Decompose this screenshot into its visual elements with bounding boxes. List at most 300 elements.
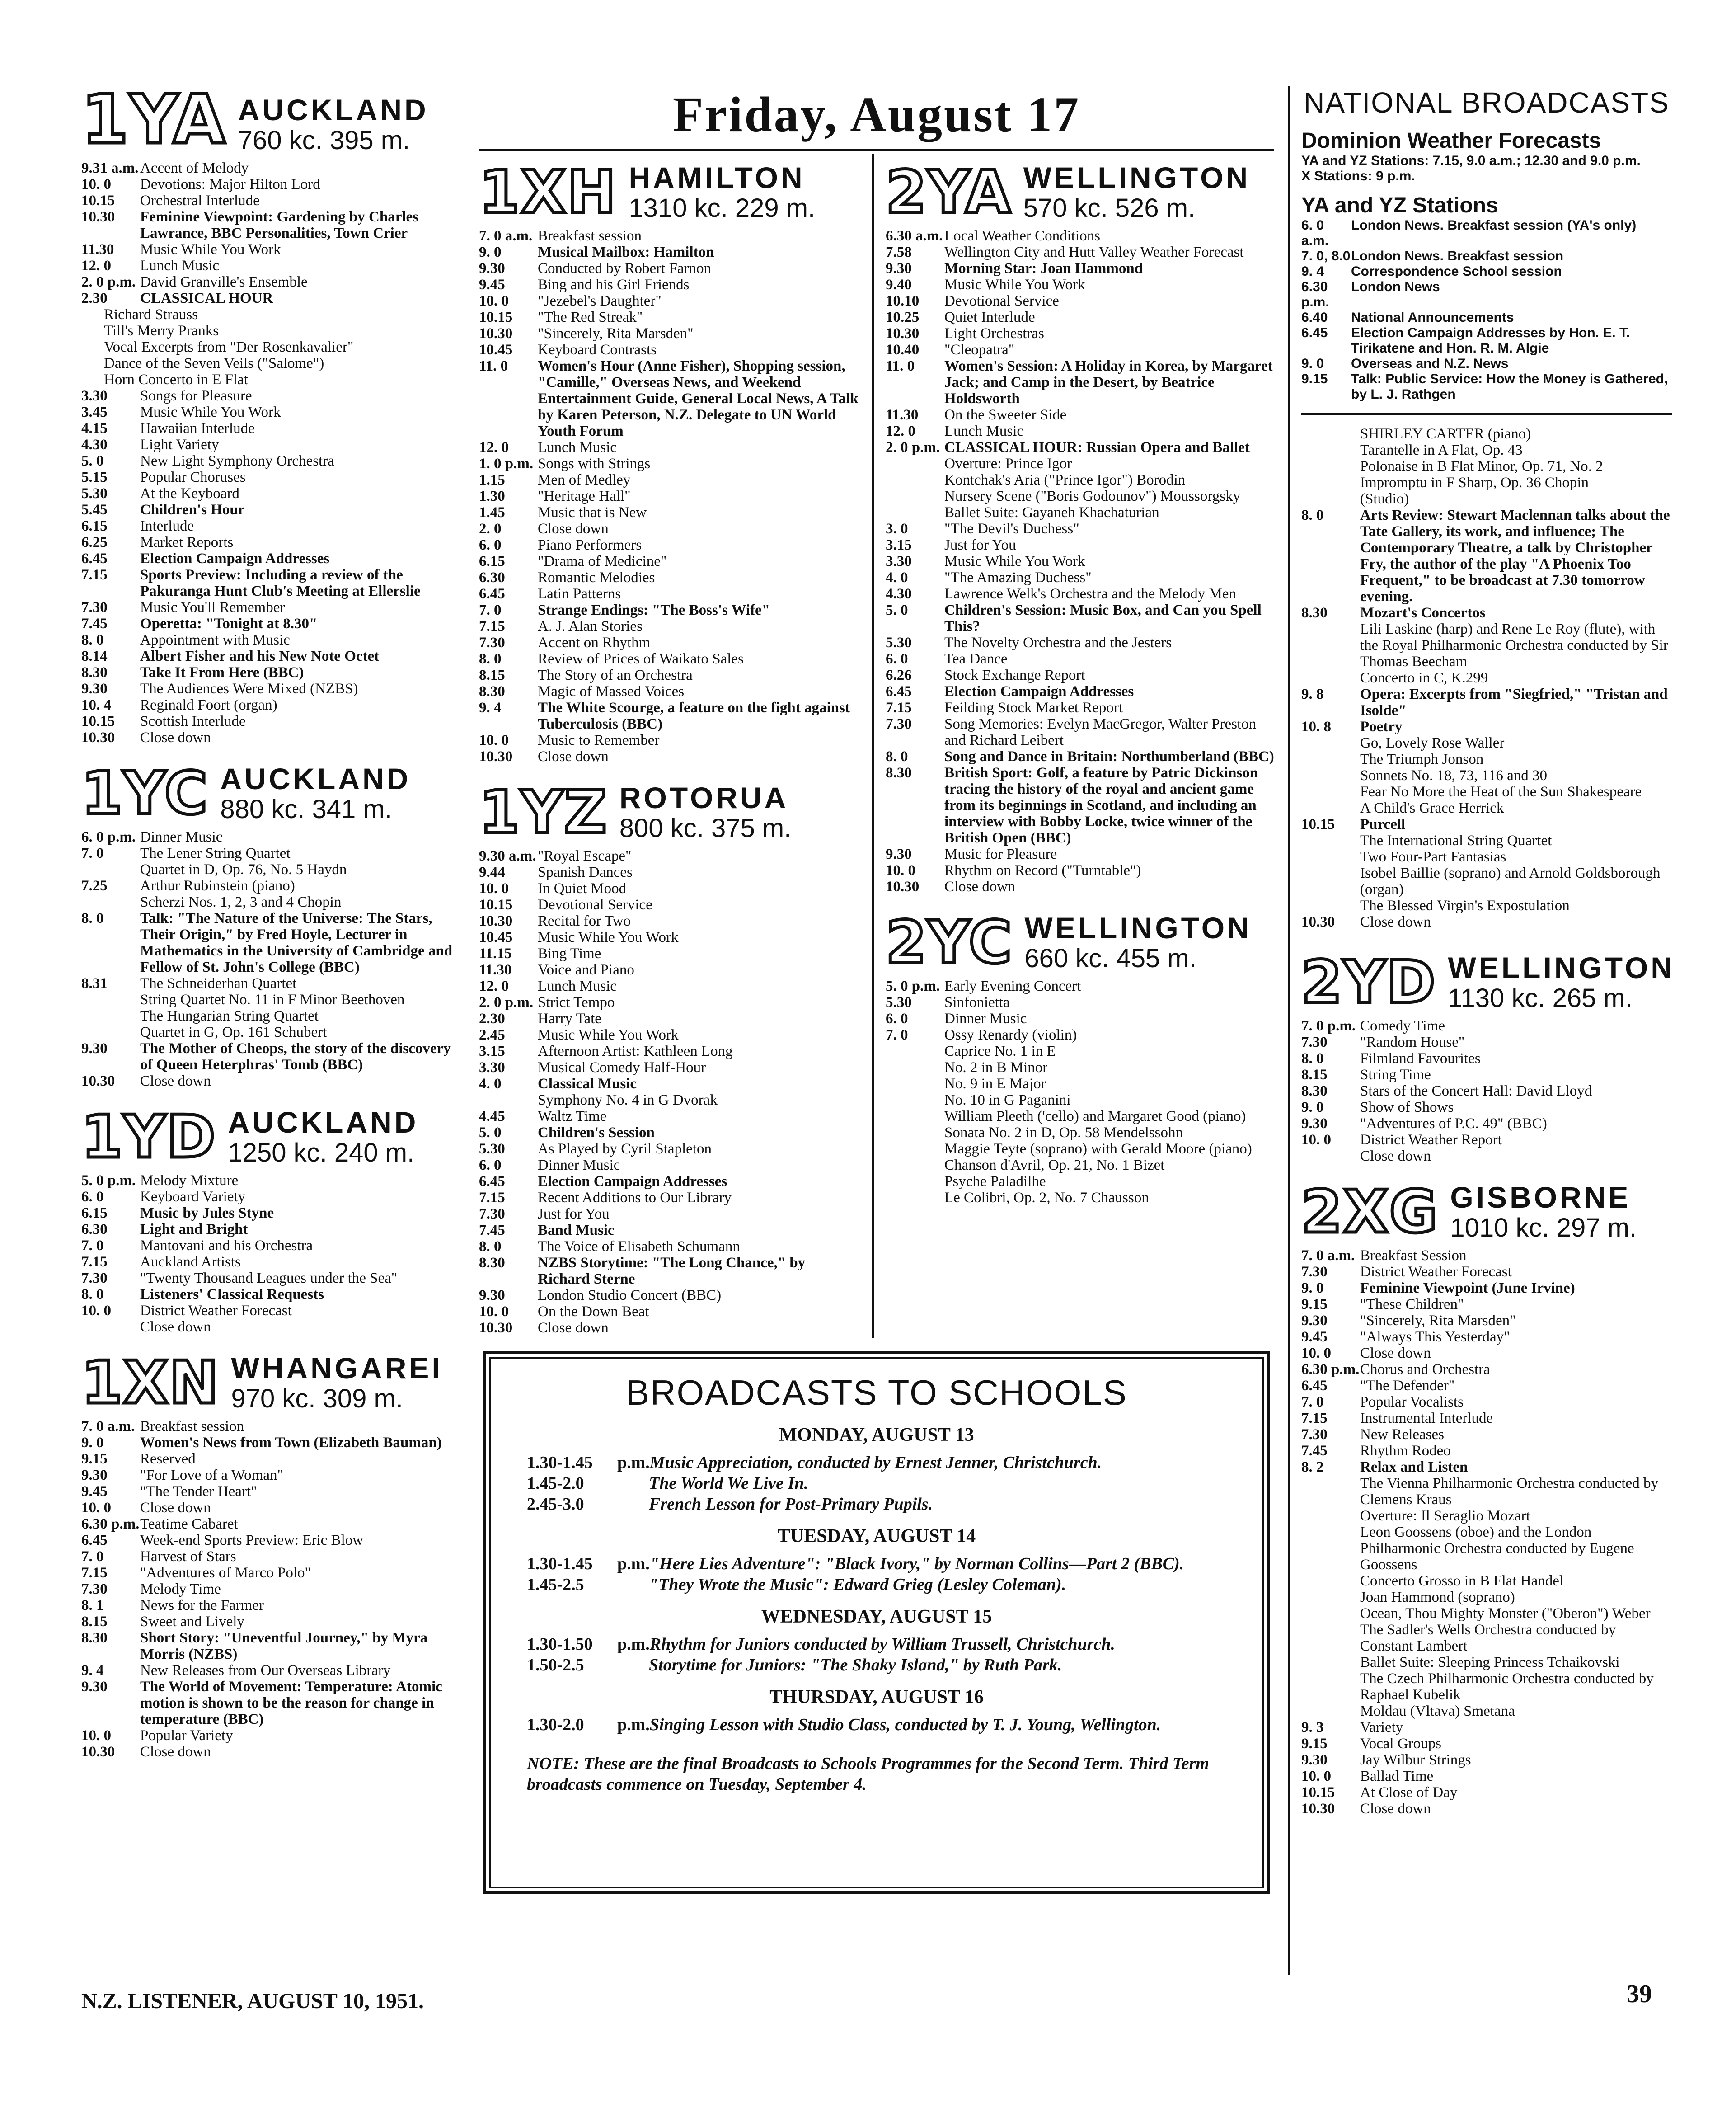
entry-time bbox=[1301, 621, 1360, 670]
entry-text: Sports Preview: Including a review of the Pakuranga Hunt Club's Meeting at Ellerslie bbox=[140, 567, 421, 599]
schedule-entry bbox=[1301, 1801, 1672, 1817]
entry-time: 6.40 bbox=[1301, 310, 1328, 325]
schedule-entry bbox=[886, 1092, 1274, 1108]
schedule-entry bbox=[479, 913, 859, 929]
schedule-entry bbox=[1301, 1345, 1672, 1361]
entry-time: 9.44 bbox=[479, 864, 505, 880]
entry-time: 7.45 bbox=[479, 1222, 505, 1238]
schedule-entry bbox=[81, 550, 461, 567]
entry-text: No. 9 in E Major bbox=[944, 1076, 1046, 1092]
entry-time: 10. 8 bbox=[1301, 719, 1331, 735]
page-title: Friday, August 17 bbox=[672, 87, 1081, 142]
schedule-entry bbox=[479, 748, 859, 765]
entry-text: "These Children" bbox=[1360, 1296, 1464, 1313]
entry-time: 9.15 bbox=[1301, 1736, 1328, 1752]
entry-time bbox=[81, 1319, 140, 1335]
national-entry bbox=[1301, 264, 1672, 279]
schedule-entry bbox=[81, 1630, 461, 1662]
entry-time: 9.30 bbox=[479, 1287, 505, 1303]
schedule-entry bbox=[81, 485, 461, 502]
entry-text: Close down bbox=[1360, 1345, 1431, 1361]
entry-time: 6.30 p.m. bbox=[1301, 279, 1329, 310]
schedule-entry bbox=[1301, 1247, 1672, 1264]
schools-session bbox=[527, 1473, 1226, 1494]
entry-text: The Schneiderhan Quartet bbox=[140, 975, 297, 992]
entry-text: Poetry bbox=[1360, 719, 1403, 735]
schedule-entry bbox=[886, 521, 1274, 537]
entry-text: "Heritage Hall" bbox=[538, 488, 631, 504]
station-info bbox=[629, 163, 815, 221]
entry-time bbox=[886, 456, 944, 472]
schedule-entry bbox=[1301, 1148, 1672, 1164]
station-callsign: 1XN bbox=[81, 1348, 220, 1417]
entry-text: District Weather Forecast bbox=[1360, 1264, 1512, 1280]
entry-time: 10.30 bbox=[479, 913, 513, 929]
schedule-entry bbox=[1301, 735, 1672, 751]
entry-text: Music for Pleasure bbox=[944, 846, 1057, 862]
schedule-entry bbox=[81, 1319, 461, 1335]
schedule-entry bbox=[479, 978, 859, 994]
schedule-entry bbox=[886, 635, 1274, 651]
entry-text: Light Variety bbox=[140, 437, 219, 453]
station-callsign: 2YC bbox=[886, 908, 1013, 977]
entry-time bbox=[886, 1043, 944, 1059]
schedule-entry bbox=[479, 864, 859, 880]
schedule-entry bbox=[81, 861, 461, 878]
entry-time: 2.30 bbox=[479, 1011, 505, 1027]
schedule-entry bbox=[1301, 1099, 1672, 1115]
entry-text: District Weather Report bbox=[1360, 1132, 1502, 1148]
entry-text: Feminine Viewpoint: Gardening by Charles Lawrance, BBC Personalities, Town Crier bbox=[140, 209, 419, 241]
schedule-entry bbox=[1301, 1736, 1672, 1752]
entry-time: 12. 0 bbox=[81, 258, 111, 274]
entry-text: Lawrence Welk's Orchestra and the Melody Men bbox=[944, 586, 1236, 602]
national-entry bbox=[1301, 279, 1672, 310]
schedule-entry bbox=[81, 1565, 461, 1581]
entry-time: 10. 0 bbox=[81, 176, 111, 193]
schedule-entry bbox=[479, 537, 859, 553]
entry-time: 10.15 bbox=[81, 193, 115, 209]
entry-text: Arts Review: Stewart Maclennan talks about the Tate Gallery, its work, and influence; The Contemporary Theatre, a talk by Christopher Fry, the author of the play "A Phoenix Too Frequent," to be broadcast at 7.30 tomorrow evening. bbox=[1360, 507, 1670, 605]
entry-text: Close down bbox=[538, 521, 609, 537]
session-time: 1.50-2.5 bbox=[527, 1656, 584, 1675]
entry-time: 4. 0 bbox=[886, 569, 908, 586]
schedule-entry bbox=[81, 1435, 461, 1451]
schedule-entry bbox=[479, 683, 859, 700]
schedule-entry bbox=[886, 602, 1274, 635]
schedule-entry bbox=[81, 664, 461, 681]
schedule-entry bbox=[1301, 898, 1672, 914]
schedule-entry bbox=[886, 748, 1274, 765]
entry-text: Arthur Rubinstein (piano) bbox=[140, 878, 295, 894]
schedule-entry bbox=[479, 1320, 859, 1336]
entry-text: Lunch Music bbox=[140, 258, 220, 274]
schedule-entry bbox=[1301, 1378, 1672, 1394]
schedule-entry bbox=[886, 309, 1274, 325]
entry-text: Filmland Favourites bbox=[1360, 1050, 1481, 1067]
entry-text: Waltz Time bbox=[538, 1108, 607, 1124]
station-header-1ya bbox=[81, 80, 461, 159]
entry-text: "Adventures of P.C. 49" (BBC) bbox=[1360, 1115, 1547, 1132]
entry-time: 9.30 bbox=[81, 1040, 108, 1057]
schedule-entry bbox=[886, 277, 1274, 293]
schedule-entry bbox=[1301, 1443, 1672, 1459]
entry-time: 7.45 bbox=[81, 616, 108, 632]
entry-text: The Hungarian String Quartet bbox=[140, 1008, 319, 1024]
entry-text: Close down bbox=[1360, 1148, 1431, 1164]
entry-time bbox=[81, 861, 140, 878]
entry-text: "Royal Escape" bbox=[538, 848, 632, 864]
schedule-entry bbox=[81, 1286, 461, 1303]
entry-text: Dinner Music bbox=[140, 829, 223, 845]
schedule-entry bbox=[479, 553, 859, 569]
entry-time: 6.45 bbox=[81, 550, 108, 567]
entry-time bbox=[886, 1157, 944, 1173]
entry-text: Jay Wilbur Strings bbox=[1360, 1752, 1471, 1768]
schedule-entry bbox=[479, 651, 859, 667]
schedule-entry bbox=[1301, 458, 1672, 475]
entry-text: Melody Time bbox=[140, 1581, 221, 1597]
session-ampm bbox=[617, 1574, 649, 1595]
entry-time: 7.15 bbox=[479, 1190, 505, 1206]
station-city: HAMILTON bbox=[629, 161, 805, 194]
column-4 bbox=[1301, 86, 1675, 1817]
entry-time bbox=[1301, 1703, 1360, 1719]
entry-text: The Voice of Elisabeth Schumann bbox=[538, 1238, 740, 1255]
entry-time: 10.15 bbox=[479, 897, 513, 913]
entry-time: 10.25 bbox=[886, 309, 920, 325]
national-broadcasts-title: NATIONAL BROADCASTS bbox=[1304, 86, 1670, 119]
schedule-entry bbox=[81, 1221, 461, 1237]
entry-time bbox=[1301, 735, 1360, 751]
schedule-entry bbox=[479, 1255, 859, 1287]
entry-time: 10.10 bbox=[886, 293, 920, 309]
schedule-entry bbox=[886, 244, 1274, 260]
schedule-entry bbox=[81, 258, 461, 274]
entry-time bbox=[886, 488, 944, 504]
schedule-entry bbox=[1301, 1605, 1672, 1622]
entry-time: 6.45 bbox=[1301, 325, 1328, 340]
entry-text: Overture: Prince Igor bbox=[944, 456, 1072, 472]
entry-time: 5.45 bbox=[81, 502, 108, 518]
entry-time: 3.15 bbox=[479, 1043, 505, 1059]
entry-text: Women's News from Town (Elizabeth Bauman) bbox=[140, 1435, 442, 1451]
entry-text: The Story of an Orchestra bbox=[538, 667, 693, 683]
entry-time: 6.45 bbox=[479, 1173, 505, 1190]
entry-text: Strange Endings: "The Boss's Wife" bbox=[538, 602, 770, 618]
entry-text: Lili Laskine (harp) and Rene Le Roy (flute), with the Royal Philharmonic Orchestra conducted by Sir Thomas Beecham bbox=[1360, 621, 1668, 670]
schedule-entry bbox=[81, 388, 461, 404]
entry-text: Listeners' Classical Requests bbox=[140, 1286, 324, 1303]
schedule-entry bbox=[1301, 1361, 1672, 1378]
entry-text: The Sadler's Wells Orchestra conducted by Constant Lambert bbox=[1360, 1622, 1616, 1654]
schedule-entry bbox=[479, 1043, 859, 1059]
entry-time: 8.15 bbox=[479, 667, 505, 683]
entry-text: Relax and Listen bbox=[1360, 1459, 1468, 1475]
entry-time: 3.30 bbox=[479, 1059, 505, 1076]
entry-time: 7.58 bbox=[886, 244, 912, 260]
entry-text: Morning Star: Joan Hammond bbox=[944, 260, 1143, 277]
entry-time: 10. 0 bbox=[81, 1727, 111, 1744]
entry-text: Tarantelle in A Flat, Op. 43 bbox=[1360, 442, 1523, 458]
session-ampm: p.m. bbox=[617, 1453, 650, 1472]
entry-time: 9. 3 bbox=[1301, 1719, 1324, 1736]
entry-text: Appointment with Music bbox=[140, 632, 290, 648]
entry-text: Lunch Music bbox=[944, 423, 1024, 439]
entry-text: In Quiet Mood bbox=[538, 880, 627, 897]
entry-time: 10.30 bbox=[886, 879, 920, 895]
entry-text: Dinner Music bbox=[538, 1157, 620, 1173]
session-ampm bbox=[617, 1473, 649, 1494]
entry-text: The Vienna Philharmonic Orchestra conducted by Clemens Kraus bbox=[1360, 1475, 1658, 1508]
entry-text: Election Campaign Addresses bbox=[944, 683, 1134, 700]
entry-time bbox=[886, 1092, 944, 1108]
station-frequency: 760 kc. 395 m. bbox=[238, 126, 410, 155]
schedule-entry bbox=[81, 1581, 461, 1597]
schedule-entry bbox=[81, 878, 461, 894]
schedule-entry bbox=[81, 1467, 461, 1483]
entry-time: 2. 0 p.m. bbox=[81, 274, 136, 290]
entry-time: 9. 4 bbox=[479, 700, 502, 716]
schedule-entry bbox=[81, 1727, 461, 1744]
entry-time: 9.15 bbox=[1301, 1296, 1328, 1313]
entry-time: 2.30 bbox=[81, 290, 108, 306]
schedule-entry bbox=[479, 228, 859, 244]
station-info bbox=[1450, 1182, 1637, 1241]
schedule-entry bbox=[479, 1011, 859, 1027]
session-ampm bbox=[617, 1494, 649, 1515]
station-frequency: 970 kc. 309 m. bbox=[231, 1384, 403, 1413]
entry-time bbox=[1301, 670, 1360, 686]
entry-text: Devotions: Major Hilton Lord bbox=[140, 176, 320, 193]
entry-text: Election Campaign Addresses bbox=[538, 1173, 727, 1190]
entry-text: London News. Breakfast session (YA's only) bbox=[1351, 218, 1637, 233]
entry-text: Show of Shows bbox=[1360, 1099, 1454, 1115]
entry-time: 7.15 bbox=[479, 618, 505, 635]
entry-time bbox=[1301, 1475, 1360, 1508]
schedule-entry bbox=[479, 1190, 859, 1206]
entry-text: "Jezebel's Daughter" bbox=[538, 293, 662, 309]
entry-text: Music While You Work bbox=[140, 241, 281, 258]
entry-text: On the Down Beat bbox=[538, 1303, 649, 1320]
entry-time: 9.45 bbox=[1301, 1329, 1328, 1345]
entry-text: Overseas and N.Z. News bbox=[1351, 356, 1509, 371]
schedule-entry bbox=[479, 1108, 859, 1124]
entry-text: Popular Choruses bbox=[140, 469, 246, 485]
schedule-entry bbox=[1301, 800, 1672, 816]
entry-text: Instrumental Interlude bbox=[1360, 1410, 1493, 1426]
schedule-entry bbox=[1301, 1784, 1672, 1801]
entry-time bbox=[1301, 1148, 1360, 1164]
entry-time: 2. 0 bbox=[479, 521, 502, 537]
entry-text: District Weather Forecast bbox=[140, 1303, 292, 1319]
schedule-entry bbox=[479, 1027, 859, 1043]
entry-time: 9.40 bbox=[886, 277, 912, 293]
weather-forecasts-title: Dominion Weather Forecasts bbox=[1301, 129, 1601, 153]
station-city: ROTORUA bbox=[619, 781, 789, 814]
entry-time: 5.30 bbox=[479, 1141, 505, 1157]
entry-time: 6.15 bbox=[81, 518, 108, 534]
entry-text: Music by Jules Styne bbox=[140, 1205, 274, 1221]
entry-time: 8.15 bbox=[1301, 1067, 1328, 1083]
schedule-entry bbox=[886, 683, 1274, 700]
schedule-entry bbox=[81, 1418, 461, 1435]
entry-text: Close down bbox=[140, 1073, 211, 1089]
entry-time bbox=[886, 1141, 944, 1157]
entry-time: 10. 0 bbox=[1301, 1132, 1331, 1148]
schedule-entry bbox=[81, 1205, 461, 1221]
schedule-entry bbox=[81, 697, 461, 713]
schedule-entry bbox=[1301, 1589, 1672, 1605]
entry-text: Harry Tate bbox=[538, 1011, 601, 1027]
entry-text: Vocal Groups bbox=[1360, 1736, 1441, 1752]
schedule-entry bbox=[1301, 1050, 1672, 1067]
footer-page-number: 39 bbox=[1627, 1980, 1652, 2008]
entry-text: The Blessed Virgin's Expostulation bbox=[1360, 898, 1570, 914]
entry-time: 6.26 bbox=[886, 667, 912, 683]
schedule-entry bbox=[1301, 621, 1672, 670]
entry-text: Popular Vocalists bbox=[1360, 1394, 1464, 1410]
entry-text: Recent Additions to Our Library bbox=[538, 1190, 732, 1206]
schedule-entry bbox=[479, 293, 859, 309]
schedule-entry bbox=[1301, 1459, 1672, 1475]
entry-text: The World of Movement: Temperature: Atomic motion is shown to be the reason for change in temperature (BBC) bbox=[140, 1679, 442, 1727]
schedule-entry bbox=[1301, 1719, 1672, 1736]
schedule-entry bbox=[81, 1532, 461, 1548]
entry-time: 7. 0 bbox=[81, 1548, 104, 1565]
schedule-entry bbox=[886, 1043, 1274, 1059]
schedule-entry bbox=[479, 569, 859, 586]
entry-text: Talk: Public Service: How the Money is Gathered, by L. J. Rathgen bbox=[1351, 372, 1668, 402]
schedule-entry bbox=[81, 274, 461, 290]
entry-text: Quartet in D, Op. 76, No. 5 Haydn bbox=[140, 861, 347, 878]
schedule-entry bbox=[886, 553, 1274, 569]
schedule-entry bbox=[81, 1597, 461, 1614]
entry-time: 9.45 bbox=[479, 277, 505, 293]
schedule-entry bbox=[886, 1076, 1274, 1092]
entry-time: 10.30 bbox=[886, 325, 920, 342]
entry-time: 9.30 a.m. bbox=[479, 848, 536, 864]
schedule-entry bbox=[1301, 833, 1672, 849]
entry-text: New Light Symphony Orchestra bbox=[140, 453, 334, 469]
entry-text: No. 2 in B Minor bbox=[944, 1059, 1048, 1076]
station-callsign: 1YC bbox=[81, 759, 209, 828]
entry-text: Review of Prices of Waikato Sales bbox=[538, 651, 744, 667]
entry-text: British Sport: Golf, a feature by Patric Dickinson tracing the history of the royal and ancient game from its beginnings in Scotland, and including an interview with Bobby Locke, twice winner of the British Open (BBC) bbox=[944, 765, 1258, 846]
entry-text: Election Campaign Addresses bbox=[140, 550, 330, 567]
schedule-entry bbox=[1301, 1296, 1672, 1313]
schedule-entry bbox=[886, 569, 1274, 586]
schedule-entry bbox=[886, 846, 1274, 862]
entry-time: 5.15 bbox=[81, 469, 108, 485]
schedule-entry bbox=[1301, 1410, 1672, 1426]
entry-time bbox=[886, 1108, 944, 1124]
schedule-entry bbox=[886, 765, 1274, 846]
schedule-entry bbox=[81, 437, 461, 453]
entry-time: 8. 1 bbox=[81, 1597, 104, 1614]
entry-text: Spanish Dances bbox=[538, 864, 633, 880]
entry-text: Overture: Il Seraglio Mozart bbox=[1360, 1508, 1530, 1524]
entry-text: William Pleeth ('cello) and Margaret Good (piano) bbox=[944, 1108, 1246, 1124]
entry-time: 8. 0 bbox=[886, 748, 908, 765]
entry-time: 10. 0 bbox=[886, 862, 915, 879]
station-header-2ya bbox=[886, 158, 1274, 226]
entry-text: "Cleopatra" bbox=[944, 342, 1015, 358]
entry-time bbox=[1301, 491, 1360, 507]
entry-time: 10.30 bbox=[479, 325, 513, 342]
entry-text: Comedy Time bbox=[1360, 1018, 1445, 1034]
schedule-entry bbox=[81, 160, 461, 176]
entry-time: 10. 0 bbox=[81, 1500, 111, 1516]
entry-time: 9. 8 bbox=[1301, 686, 1324, 702]
schedule-entry bbox=[479, 342, 859, 358]
entry-text: "Sincerely, Rita Marsden" bbox=[538, 325, 694, 342]
schedule-entry bbox=[479, 667, 859, 683]
session-title: French Lesson for Post-Primary Pupils. bbox=[649, 1495, 933, 1514]
schedule-entry bbox=[81, 453, 461, 469]
station-callsign: 2XG bbox=[1301, 1177, 1439, 1246]
schedule-entry bbox=[886, 879, 1274, 895]
entry-text: Close down bbox=[140, 1500, 211, 1516]
schedule-entry bbox=[81, 1662, 461, 1679]
schedule-entry bbox=[886, 293, 1274, 309]
schedule-entry bbox=[479, 325, 859, 342]
entry-text: No. 10 in G Paganini bbox=[944, 1092, 1071, 1108]
entry-time: 7.15 bbox=[81, 1565, 108, 1581]
entry-text: Light and Bright bbox=[140, 1221, 248, 1237]
schools-session bbox=[527, 1574, 1226, 1595]
schedule-entry bbox=[886, 488, 1274, 504]
station-header-1xn bbox=[81, 1348, 461, 1417]
schedule-entry bbox=[1301, 784, 1672, 800]
schedule-entry bbox=[479, 309, 859, 325]
station-frequency: 1130 kc. 265 m. bbox=[1448, 983, 1633, 1013]
entry-text: Breakfast session bbox=[140, 1418, 244, 1435]
schedule-entry bbox=[886, 716, 1274, 748]
schedule-entry bbox=[1301, 1115, 1672, 1132]
schedule-entry bbox=[479, 1141, 859, 1157]
entry-time: 9. 0 bbox=[1301, 1099, 1324, 1115]
schedule-entry bbox=[886, 994, 1274, 1011]
schedule-entry bbox=[479, 521, 859, 537]
entry-time: 7. 0 bbox=[886, 1027, 908, 1043]
session-time: 1.45-2.5 bbox=[527, 1575, 584, 1594]
entry-time: 6. 0 bbox=[479, 1157, 502, 1173]
schedule-entry bbox=[1301, 1329, 1672, 1345]
schedule-entry bbox=[886, 439, 1274, 456]
entry-text: Breakfast session bbox=[538, 228, 642, 244]
schedule-entry bbox=[81, 1303, 461, 1319]
entry-text: Operetta: "Tonight at 8.30" bbox=[140, 616, 318, 632]
schedule-entry bbox=[479, 1076, 859, 1092]
entry-time: 2.45 bbox=[479, 1027, 505, 1043]
entry-text: Feilding Stock Market Report bbox=[944, 700, 1123, 716]
entry-text: Lunch Music bbox=[538, 978, 617, 994]
entry-time: 8. 0 bbox=[1301, 507, 1324, 523]
entry-text: London Studio Concert (BBC) bbox=[538, 1287, 722, 1303]
schedule-entry bbox=[81, 845, 461, 861]
schedule-entry bbox=[1301, 1394, 1672, 1410]
weather-line: YA and YZ Stations: 7.15, 9.0 a.m.; 12.30 and 9.0 p.m. bbox=[1301, 153, 1641, 168]
entry-time: 9.30 bbox=[886, 846, 912, 862]
entry-time: 8.30 bbox=[81, 1630, 108, 1646]
station-callsign: 1XH bbox=[479, 158, 617, 226]
entry-time: 1. 0 p.m. bbox=[479, 456, 534, 472]
entry-text: Psyche Paladilhe bbox=[944, 1173, 1046, 1190]
schedule-entry bbox=[81, 1270, 461, 1286]
entry-text: Quartet in G, Op. 161 Schubert bbox=[140, 1024, 327, 1040]
entry-time: 10.45 bbox=[479, 342, 513, 358]
